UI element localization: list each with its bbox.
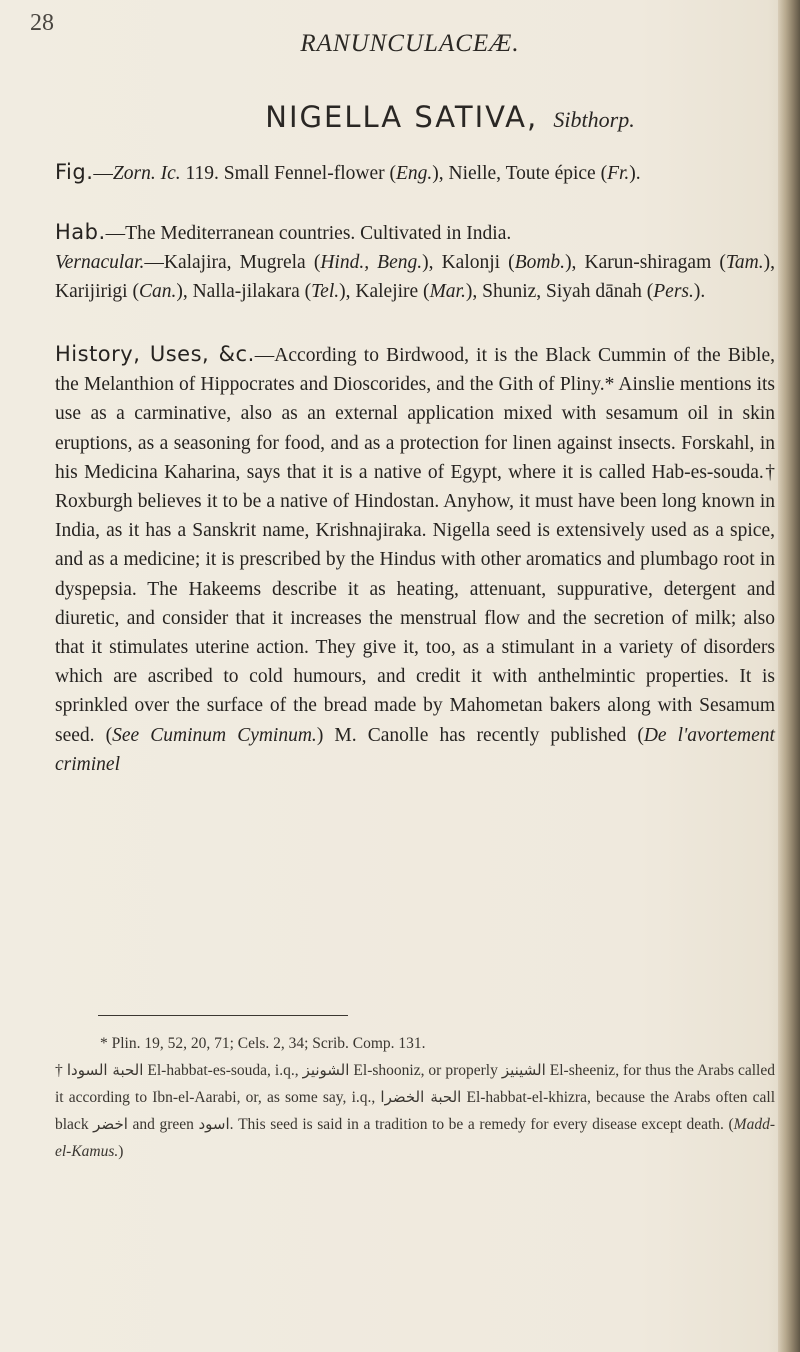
fig-label: Fig. [55,160,94,184]
page-edge-shadow [778,0,800,1352]
hab-label: Hab. [55,220,106,244]
species-authority: Sibthorp. [553,107,635,132]
arabic-term: الحبة السودا [66,1061,144,1079]
species-name: NIGELLA SATIVA, [265,100,539,134]
footnote-2: † الحبة السودا El-habbat-es-souda, i.q., الشونيز El-shooniz, or properly الشينيز El-sheeniz, for thus the Arabs called it according to Ibn-el-Aarabi, or, as some say, i.q., الحبة الخضرا El-habbat-el-khizra, because the Arabs often call black اخضر and green اسود. This seed is said in a tradition to be a remedy for every disease except death. (Madd-el-Kamus.) [55,1061,775,1160]
vernacular-label: Vernacular. [55,252,145,273]
arabic-term: الشونيز [302,1061,350,1079]
history-paragraph: History, Uses, &c.—According to Birdwood, it is the Black Cummin of the Bible, the Melanthion of Hippocrates and Dioscorides, and the Gith of Pliny.* Ainslie mentions its use as a carminative, also as an external application mixed with sesamum oil in skin eruptions, as a seasoning for food, and as a protection for linen against insects. Forskahl, in his Medicina Kaharina, says that it is a native of Egypt, where it is called Hab-es-souda.† Roxburgh believes it to be a native of Hindostan. Anyhow, it must have been long known in India, as it has a Sanskrit name, Krishnajiraka. Nigella seed is extensively used as a spice, and as a medicine; it is prescribed by the Hindus with other aromatics and plumbago root in dyspepsia. The Hakeems describe it as heating, attenuant, suppurative, detergent and diuretic, and consider that it increases the menstrual flow and the secretion of milk; also that it stimulates uterine action. They give it, too, as a stimulant in a variety of disorders which are ascribed to cold humours, and credit it with anthelmintic properties. It is sprinkled over the surface of the bread made by Mahometan bakers along with Sesamum seed. (See Cuminum Cyminum.) M. Canolle has recently published (De l'avortement criminel [55,342,775,775]
vernacular-paragraph: Vernacular.—Kalajira, Mugrela (Hind., Beng.), Kalonji (Bomb.), Karun-shiragam (Tam.), Karijirigi (Can.), Nalla-jilakara (Tel.), Kalejire (Mar.), Shuniz, Siyah dānah (Pers.). [55,252,775,303]
history-label: History, Uses, &c. [55,342,255,366]
fig-reference: Zorn. Ic. [112,163,181,184]
footnotes [55,1030,775,1165]
see-reference: See Cuminum Cyminum. [112,724,317,746]
book-title: De l'avortement criminel [55,724,775,775]
arabic-term: الحبة الخضرا [380,1088,462,1106]
hab-paragraph [55,218,775,248]
running-head: RANUNCULACEÆ. [300,30,520,57]
hab-text: —The Mediterranean countries. Cultivated in India. [105,223,512,244]
arabic-term: الشينيز [501,1061,546,1079]
species-title [150,100,750,134]
source-citation: Madd-el-Kamus. [55,1116,775,1160]
footnote-1: * Plin. 19, 52, 20, 71; Cels. 2, 34; Scrib. Comp. 131. [100,1035,426,1052]
footnote-divider [98,1015,348,1016]
arabic-term: اسود [198,1115,230,1133]
arabic-term: اخضر [93,1115,128,1133]
fig-paragraph: Fig.—Zorn. Ic. 119. Small Fennel-flower (Eng.), Nielle, Toute épice (Fr.). [55,160,641,184]
page-number: 28 [30,10,54,36]
